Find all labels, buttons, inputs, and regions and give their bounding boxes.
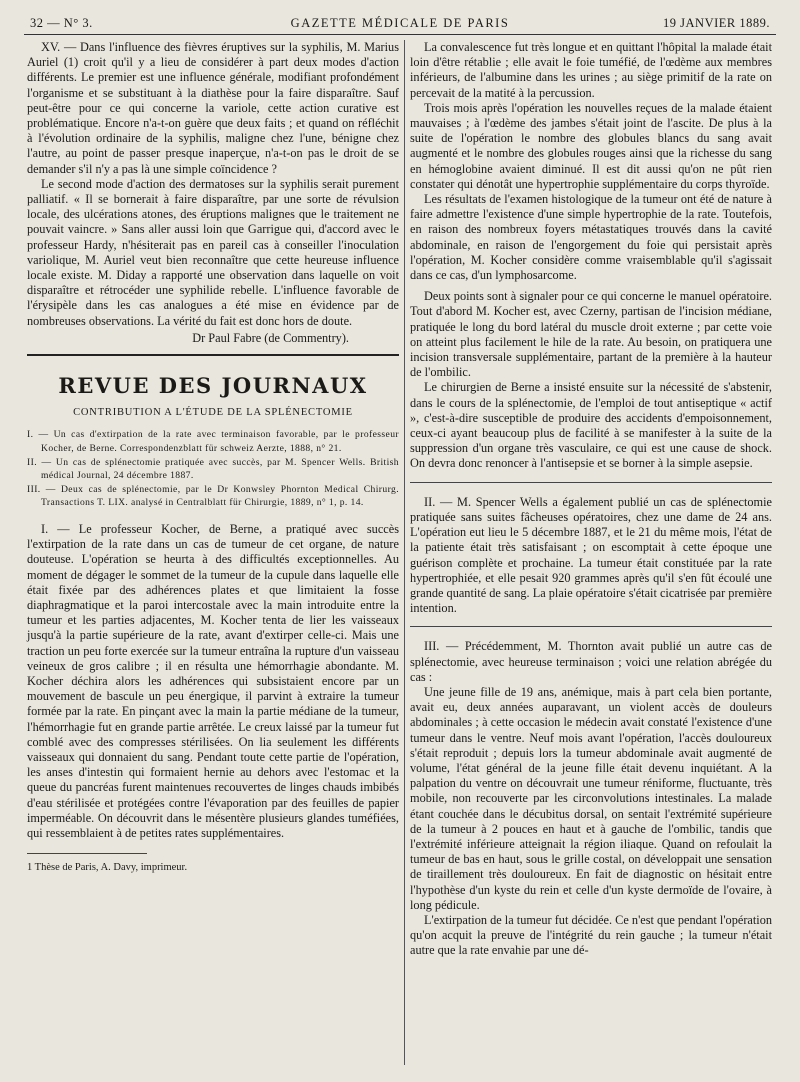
right-column bbox=[410, 40, 772, 959]
reference-item: III. — Deux cas de splénectomie, par le Dr Konwsley Phornton Medical Chirurg. Transactions T. LIX. analysé in Centralblatt für Chirurgie, 1889, n° 1, p. 14. bbox=[27, 483, 399, 509]
issue-date: 19 JANVIER 1889. bbox=[663, 16, 770, 30]
paragraph: La convalescence fut très longue et en quittant l'hôpital la malade était loin d'être rétablie ; elle avait le foie tuméfié, de l'œdème aux membres inférieurs, de l'albumine dans les urines ; au siège primitif de la rate on percevait de la matité à la percussion. bbox=[410, 40, 772, 100]
column-divider bbox=[404, 40, 405, 1065]
paragraph: Une jeune fille de 19 ans, anémique, mais à part cela bien portante, avait eu, deux années auparavant, un violent accès de douleurs abdominales ; à cette occasion le médecin avait constaté l'existence d'une tumeur dans le ventre. Neuf mois avant l'opération, l'accès douloureux s'était reproduit ; depuis lors la tumeur abdominale avait augmenté de volume, l'état général de la jeune fille était devenu inquiétant. A la palpation du ventre on découvrait une tumeur réniforme, fluctuante, très mobile, non recouverte par les circonvolutions intestinales. La malade étant couchée dans le décubitus dorsal, on sentait l'extrémité supérieure de la tumeur à 2 pouces en haut et à gauche de l'ombilic, tandis que l'extrémité inférieure atteignait la région iliaque. Quand on refoulait la tumeur de bas en haut, sous le grille costal, on développait une sensation de tiraillement très douloureux. En fait de diagnostic on hésitait entre l'hypothèse d'un kyste du rein et celle d'un kyste dermoïde de l'ovaire, à long pédicule. bbox=[410, 684, 772, 912]
paragraph: XV. — Dans l'influence des fièvres éruptives sur la syphilis, M. Marius Auriel (1) croit qu'il y a lieu de considérer à part deux modes d'action différents. Le premier est une influence générale, modifiant profondément l'organisme et se substituant à la diathèse pour la faire disparaître. Sauf peut-être pour ce qui concerne la variole, cette action curative est problématique. Encore n'a-t-on guère que deux faits ; et quand on réfléchit à l'évolution ordinaire de la syphilis, maligne chez l'une, bénigne chez l'autre, au point de passer presque inaperçue, n'a-t-on pas le droit de se demander s'il n'y a pas là une simple coïncidence ? bbox=[27, 40, 399, 176]
paragraph: Deux points sont à signaler pour ce qui concerne le manuel opératoire. Tout d'abord M. Kocher est, avec Czerny, partisan de l'incision médiane, pratiquée le long du bord latéral du muscle droit externe ; par cette voie on atteint plus facilement le hile de la rate. Au besoin, on pratiquera une incision transversale supplémentaire, partant de la première à la hauteur de l'ombilic. bbox=[410, 289, 772, 380]
journal-title: GAZETTE MÉDICALE DE PARIS bbox=[290, 16, 510, 30]
paragraph: III. — Précédemment, M. Thornton avait publié un autre cas de splénectomie, avec heureuse terminaison ; voici une relation abrégée du cas : bbox=[410, 639, 772, 684]
page-number: 32 — N° 3. bbox=[30, 16, 93, 30]
section-rule bbox=[410, 482, 772, 483]
footnote-rule bbox=[27, 853, 147, 854]
paragraph: Le chirurgien de Berne a insisté ensuite sur la nécessité de s'abstenir, dans le cours de la splénectomie, de l'emploi de tout antiseptique « actif », c'est-à-dire susceptible de produire des accidents d'empoisonnement, ceux-ci ayant beaucoup plus de facilité à se manifester à la suite de la suppression d'un organe très vasculaire, ce qui est une cause de shock. On devra donc renoncer à l'antisepsie et se borner à la simple asepsie. bbox=[410, 380, 772, 471]
section-title: REVUE DES JOURNAUX bbox=[58, 373, 368, 399]
section-subtitle: CONTRIBUTION A L'ÉTUDE DE LA SPLÉNECTOMIE bbox=[73, 407, 353, 419]
paragraph: Le second mode d'action des dermatoses sur la syphilis serait purement palliatif. « Il se bornerait à faire disparaître, par une sorte de révulsion locale, des ulcérations atones, des éruptions malignes que le traitement ne pouvait vaincre. » Sans aller aussi loin que Garrigue qui, d'accord avec le professeur Hardy, n'hésiterait pas en pareil cas à conseiller l'inoculation variolique, M. Auriel veut bien reconnaître que cette heureuse influence locale existe. M. Diday a rapporté une observation dans laquelle on voit disparaître et rétrocéder une syphilide rebelle. L'influence favorable de l'érysipèle dans les cas analogues a été mise en évidence par de nombreuses observations. La vérité du fait est donc hors de doute. bbox=[27, 176, 399, 328]
paragraph: L'extirpation de la tumeur fut décidée. Ce n'est que pendant l'opération qu'on acquit la preuve de l'intégrité du rein gauche ; la tumeur n'était autre que la rate envahie par une dé- bbox=[410, 912, 772, 958]
paragraph: II. — M. Spencer Wells a également publié un cas de splénectomie pratiquée sans suites fâcheuses opératoires, chez une dame de 24 ans. L'opération eut lieu le 5 décembre 1887, et le 21 du même mois, l'état de la patiente était très satisfaisant ; on escomptait à cette époque une guérison complète et prochaine. La tumeur était constituée par la rate hypertrophiée, et elle pesait 920 grammes après qu'il s'en fût écoulé une grande quantité de sang. La plaie opératoire s'était cicatrisée par première intention. bbox=[410, 494, 772, 616]
paragraph: Les résultats de l'examen histologique de la tumeur ont été de nature à faire admettre l'existence d'une simple hypertrophie de la rate. Toutefois, en raison des nombreux foyers métastatiques trouvés dans la cavité abdominale, en raison de l'engorgement du foie qui persistait après l'opération, M. Kocher considère comme vraisemblable qu'il s'agissait dans ce cas, d'un lymphosarcome. bbox=[410, 192, 772, 283]
paragraph: Trois mois après l'opération les nouvelles reçues de la malade étaient mauvaises ; à l'œdème des jambes s'était joint de l'ascite. De plus à la suite de l'opération le nombre des globules blancs du sang avait augmenté et le nombre des globules rouges ainsi que la richesse du sang en hémoglobine avaient diminué. Il est dit aussi qu'on ne pût rien constater qui dénotât une hypertrophie supplémentaire du corps thyroïde. bbox=[410, 100, 772, 191]
section-rule bbox=[27, 354, 399, 356]
page-header bbox=[30, 10, 770, 36]
header-rule bbox=[24, 34, 776, 35]
footnote: 1 Thèse de Paris, A. Davy, imprimeur. bbox=[27, 862, 188, 874]
section-rule bbox=[410, 626, 772, 627]
reference-item: II. — Un cas de splénectomie pratiquée avec succès, par M. Spencer Wells. British médical Journal, 24 décembre 1887. bbox=[27, 456, 399, 482]
left-column bbox=[27, 40, 399, 876]
reference-item: I. — Un cas d'extirpation de la rate avec terminaison favorable, par le professeur Kocher, de Berne. Correspondenzblatt für schweiz Aerzte, 1888, n° 21. bbox=[27, 429, 399, 455]
signature: Dr Paul Fabre (de Commentry). bbox=[192, 330, 349, 345]
paragraph: I. — Le professeur Kocher, de Berne, a pratiqué avec succès l'extirpation de la rate dans un cas de tumeur de cet organe, de nature douteuse. L'opération se heurta à des difficultés exceptionnelles. Au moment de dégager le sommet de la tumeur de la cupule dans laquelle elle était fixée par des adhérences plates et que limitaient la fosse diaphragmatique et la paroi intercostale avec la main introduite entre la tumeur et les parties adjacentes, M. Kocher tenta de lier les vaisseaux jusqu'à la partie supérieure de la rate, avant d'extirper celle-ci. Mais une traction un peu forte exercée sur la tumeur entraîna la rupture d'un vaisseau veineux de gros calibre ; il en résulta une hémorrhagie abondante. M. Kocher déchira alors les adhérences qui subsistaient encore par un mouvement de bascule un peu énergique, il parvint à extraire la tumeur formée par la rate. En pinçant avec la main la partie médiane de la tumeur, l'hémorrhagie fut en grande partie arrêtée. Le creux laissé par la tumeur fut comblé avec des compresses stérilisées. On lia seulement les différents vaisseaux qui donnaient du sang. Pendant toute cette partie de l'opération, les anses d'intestin qui formaient hernie au dehors avec l'estomac et la queue du pancréas furent maintenues recouvertes de linges chauds imbibés d'eau stérilisée et protégées contre l'évaporation par des feuilles de papier imperméable. On découvrit dans le mésentère plusieurs glandes tuméfiées, qui ressemblaient à de petites rates supplémentaires. bbox=[27, 522, 399, 841]
